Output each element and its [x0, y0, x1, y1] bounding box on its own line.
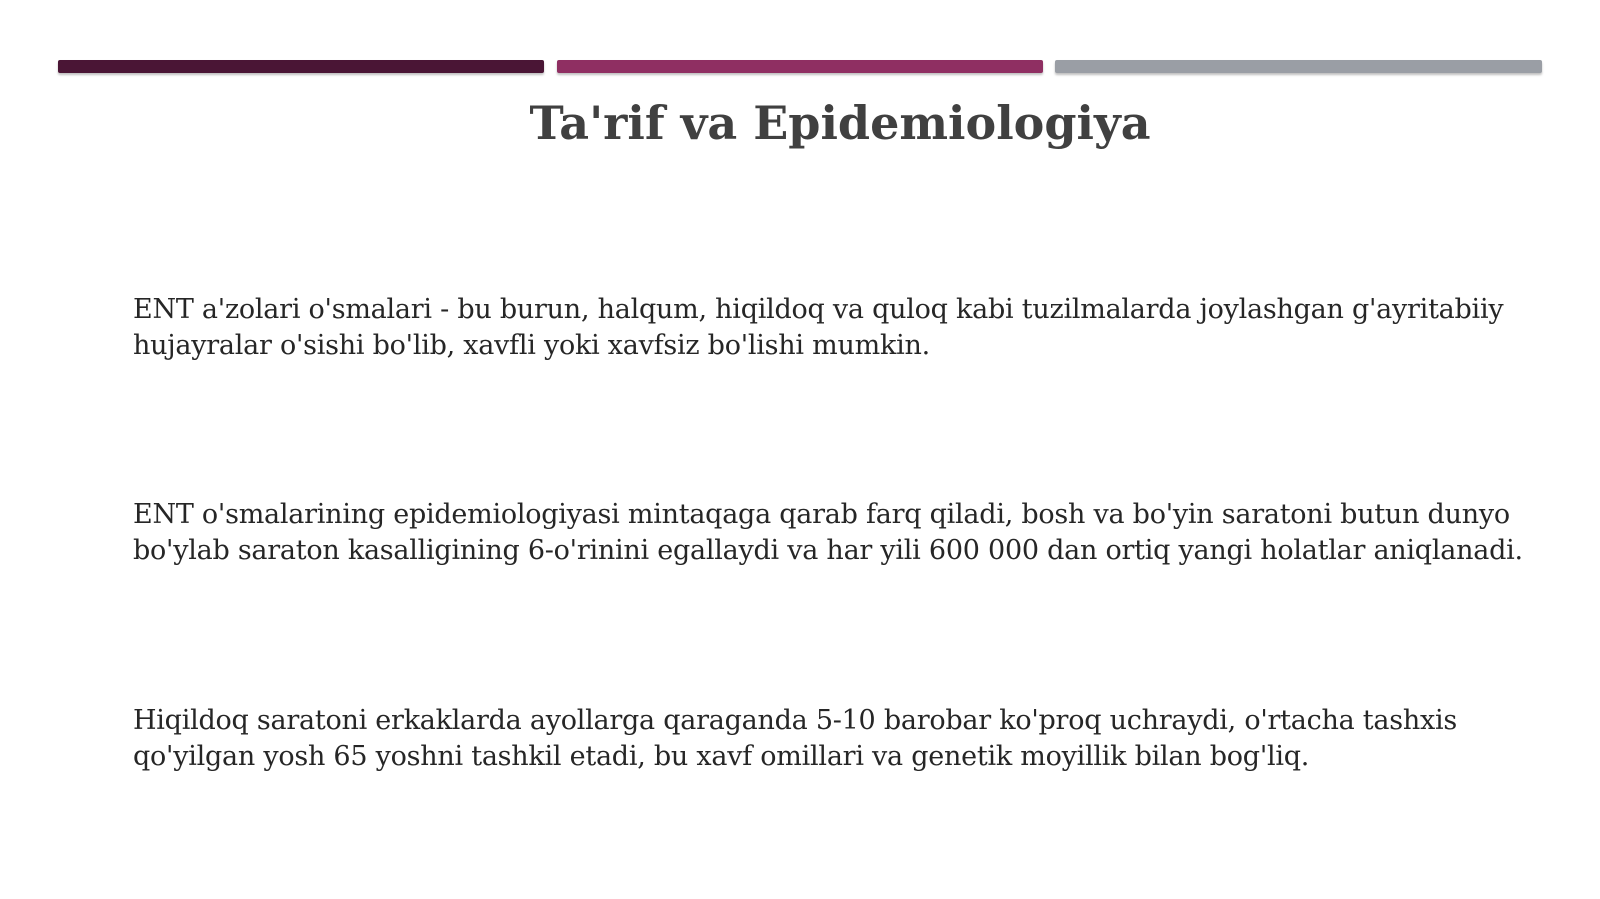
slide-title: Ta'rif va Epidemiologiya — [529, 96, 1151, 150]
paragraph-definition: ENT a'zolari o'smalari - bu burun, halqum, hiqildoq va quloq kabi tuzilmalarda joylashgan g'ayritabiiy hujayralar o'sishi bo'lib, xavfli yoki xavfsiz bo'lishi mumkin. — [133, 294, 1504, 361]
accent-bar-gray — [1055, 60, 1542, 73]
paragraph-epidemiology: ENT o'smalarining epidemiologiyasi mintaqaga qarab farq qiladi, bosh va bo'yin saratoni butun dunyo bo'ylab saraton kasalligining 6-o'rinini egallaydi va har yili 600 000 dan ortiq yangi holatlar aniqlanadi. — [133, 499, 1523, 566]
accent-bar-magenta — [557, 60, 1043, 73]
accent-bar-dark-plum — [58, 60, 544, 73]
paragraph-laryngeal-cancer: Hiqildoq saratoni erkaklarda ayollarga qaraganda 5-10 barobar ko'proq uchraydi, o'rtacha tashxis qo'yilgan yosh 65 yoshni tashkil etadi, bu xavf omillari va genetik moyillik bilan bog'liq. — [133, 705, 1457, 772]
